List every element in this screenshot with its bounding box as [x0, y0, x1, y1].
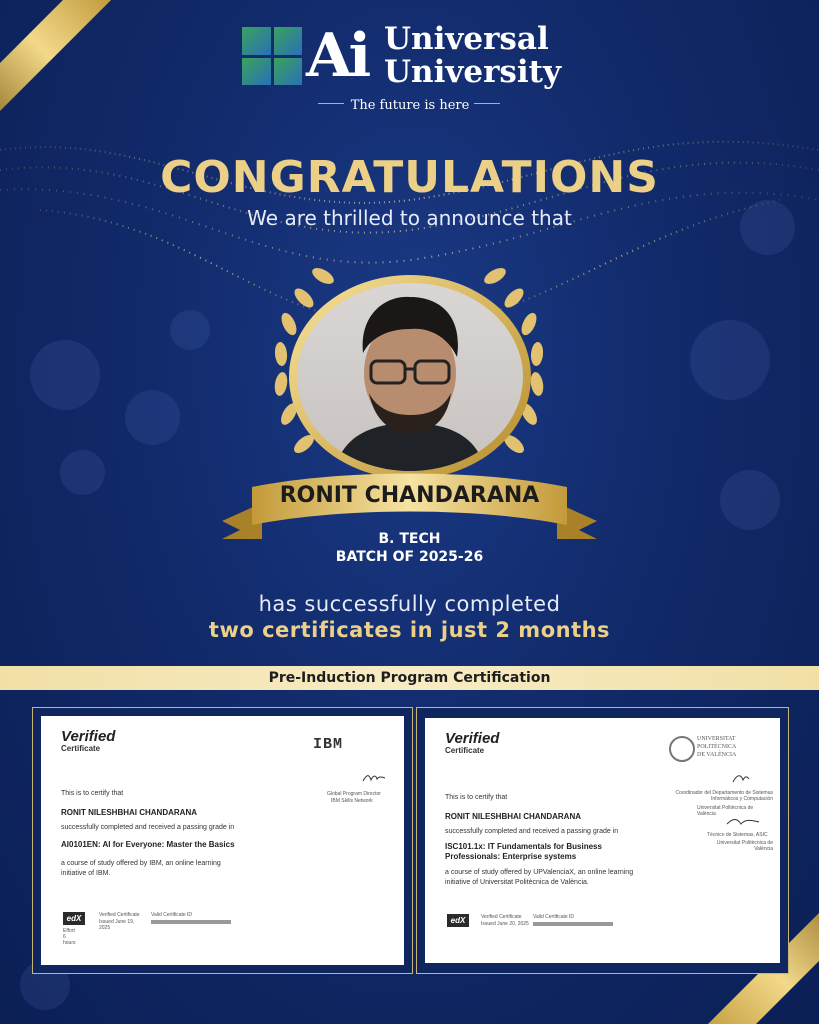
logo-ai-mark: Ai — [306, 21, 368, 91]
student-photo — [297, 283, 523, 471]
bokeh-circle — [125, 390, 180, 445]
logo-name-line2: University — [384, 54, 561, 90]
tagline-wrap — [320, 94, 500, 113]
offered-text: a course of study offered by IBM, an online learning initiative of IBM. — [61, 860, 221, 877]
passed-text: successfully completed and received a passing grade in — [445, 828, 619, 835]
issued-label: Verified Certificate — [481, 914, 522, 920]
signatory-org: IBM Skills Network — [331, 798, 373, 804]
verified-sublabel: Certificate — [445, 746, 485, 755]
certificate-upv — [425, 718, 780, 963]
congratulations-heading: CONGRATULATIONS — [160, 152, 659, 203]
signatory1-title: Coordinador del Departamento de Sistemas Informáticos y Computación — [675, 790, 773, 802]
ibm-logo: IBM — [313, 736, 344, 753]
signature-icon — [725, 816, 761, 828]
edx-logo: edX — [447, 914, 469, 927]
signatory2-title: Técnico de Sistemas, ASIC — [707, 832, 768, 838]
issued-date: Issued June 20, 2025 — [481, 921, 529, 927]
upv-logo-line3: DE VALÈNCIA — [697, 752, 737, 758]
bokeh-circle — [690, 320, 770, 400]
course-title: AI0101EN: AI for Everyone: Master the Basics — [61, 840, 235, 849]
program-banner: Pre-Induction Program Certification — [0, 666, 819, 690]
student-degree: B. TECH — [378, 531, 441, 547]
upv-logo-line2: POLITÈCNICA — [697, 744, 737, 750]
signatory1-org: Universitat Politècnica de València — [697, 805, 754, 817]
offered-text: a course of study offered by UPValenciaX, an online learning initiative of Universitat Politècnica de València. — [445, 869, 634, 886]
issued-date: Issued June 19, 2025 — [99, 919, 135, 931]
certificate-ibm — [41, 716, 404, 965]
achievement-line: has successfully completed — [258, 592, 561, 616]
certify-text: This is to certify that — [61, 790, 124, 797]
verified-sublabel: Certificate — [61, 744, 101, 753]
edx-logo: edX — [63, 912, 85, 925]
signature-icon — [361, 772, 387, 784]
issued-label: Verified Certificate — [99, 912, 140, 918]
certificate-id-label: Valid Certificate ID — [533, 914, 575, 920]
effort-text: Effort 6 hours — [63, 928, 76, 946]
passed-text: successfully completed and received a passing grade in — [61, 824, 235, 831]
signatory2-org: Universitat Politècnica de València — [716, 840, 773, 852]
university-logo — [242, 22, 582, 90]
certificate-frame — [32, 707, 413, 974]
upv-seal-icon — [669, 736, 695, 762]
student-name: RONIT CHANDARANA — [279, 483, 540, 508]
certify-text: This is to certify that — [445, 794, 508, 801]
recipient-name: RONIT NILESHBHAI CHANDARANA — [445, 812, 581, 821]
student-batch: BATCH OF 2025-26 — [335, 549, 484, 565]
globe-grid-icon — [242, 27, 302, 85]
certificate-id-label: Valid Certificate ID — [151, 912, 193, 918]
verified-label: Verified — [445, 730, 500, 747]
certificate-id-value — [533, 922, 613, 926]
signatory-title: Global Program Director — [327, 791, 381, 797]
course-title: ISC101.1x: IT Fundamentals for Business Professionals: Enterprise systems — [445, 842, 602, 861]
signature-icon — [731, 772, 751, 786]
certificate-frame — [416, 707, 789, 974]
bokeh-circle — [30, 340, 100, 410]
tagline: The future is here — [350, 98, 470, 113]
certificate-id-value — [151, 920, 231, 924]
verified-label: Verified — [61, 728, 116, 745]
recipient-name: RONIT NILESHBHAI CHANDARANA — [61, 808, 197, 817]
logo-name-line1: Universal — [384, 21, 549, 57]
announcement-subheading: We are thrilled to announce that — [247, 206, 572, 230]
achievement-highlight: two certificates in just 2 months — [208, 618, 611, 642]
upv-logo-line1: UNIVERSITAT — [697, 736, 736, 742]
